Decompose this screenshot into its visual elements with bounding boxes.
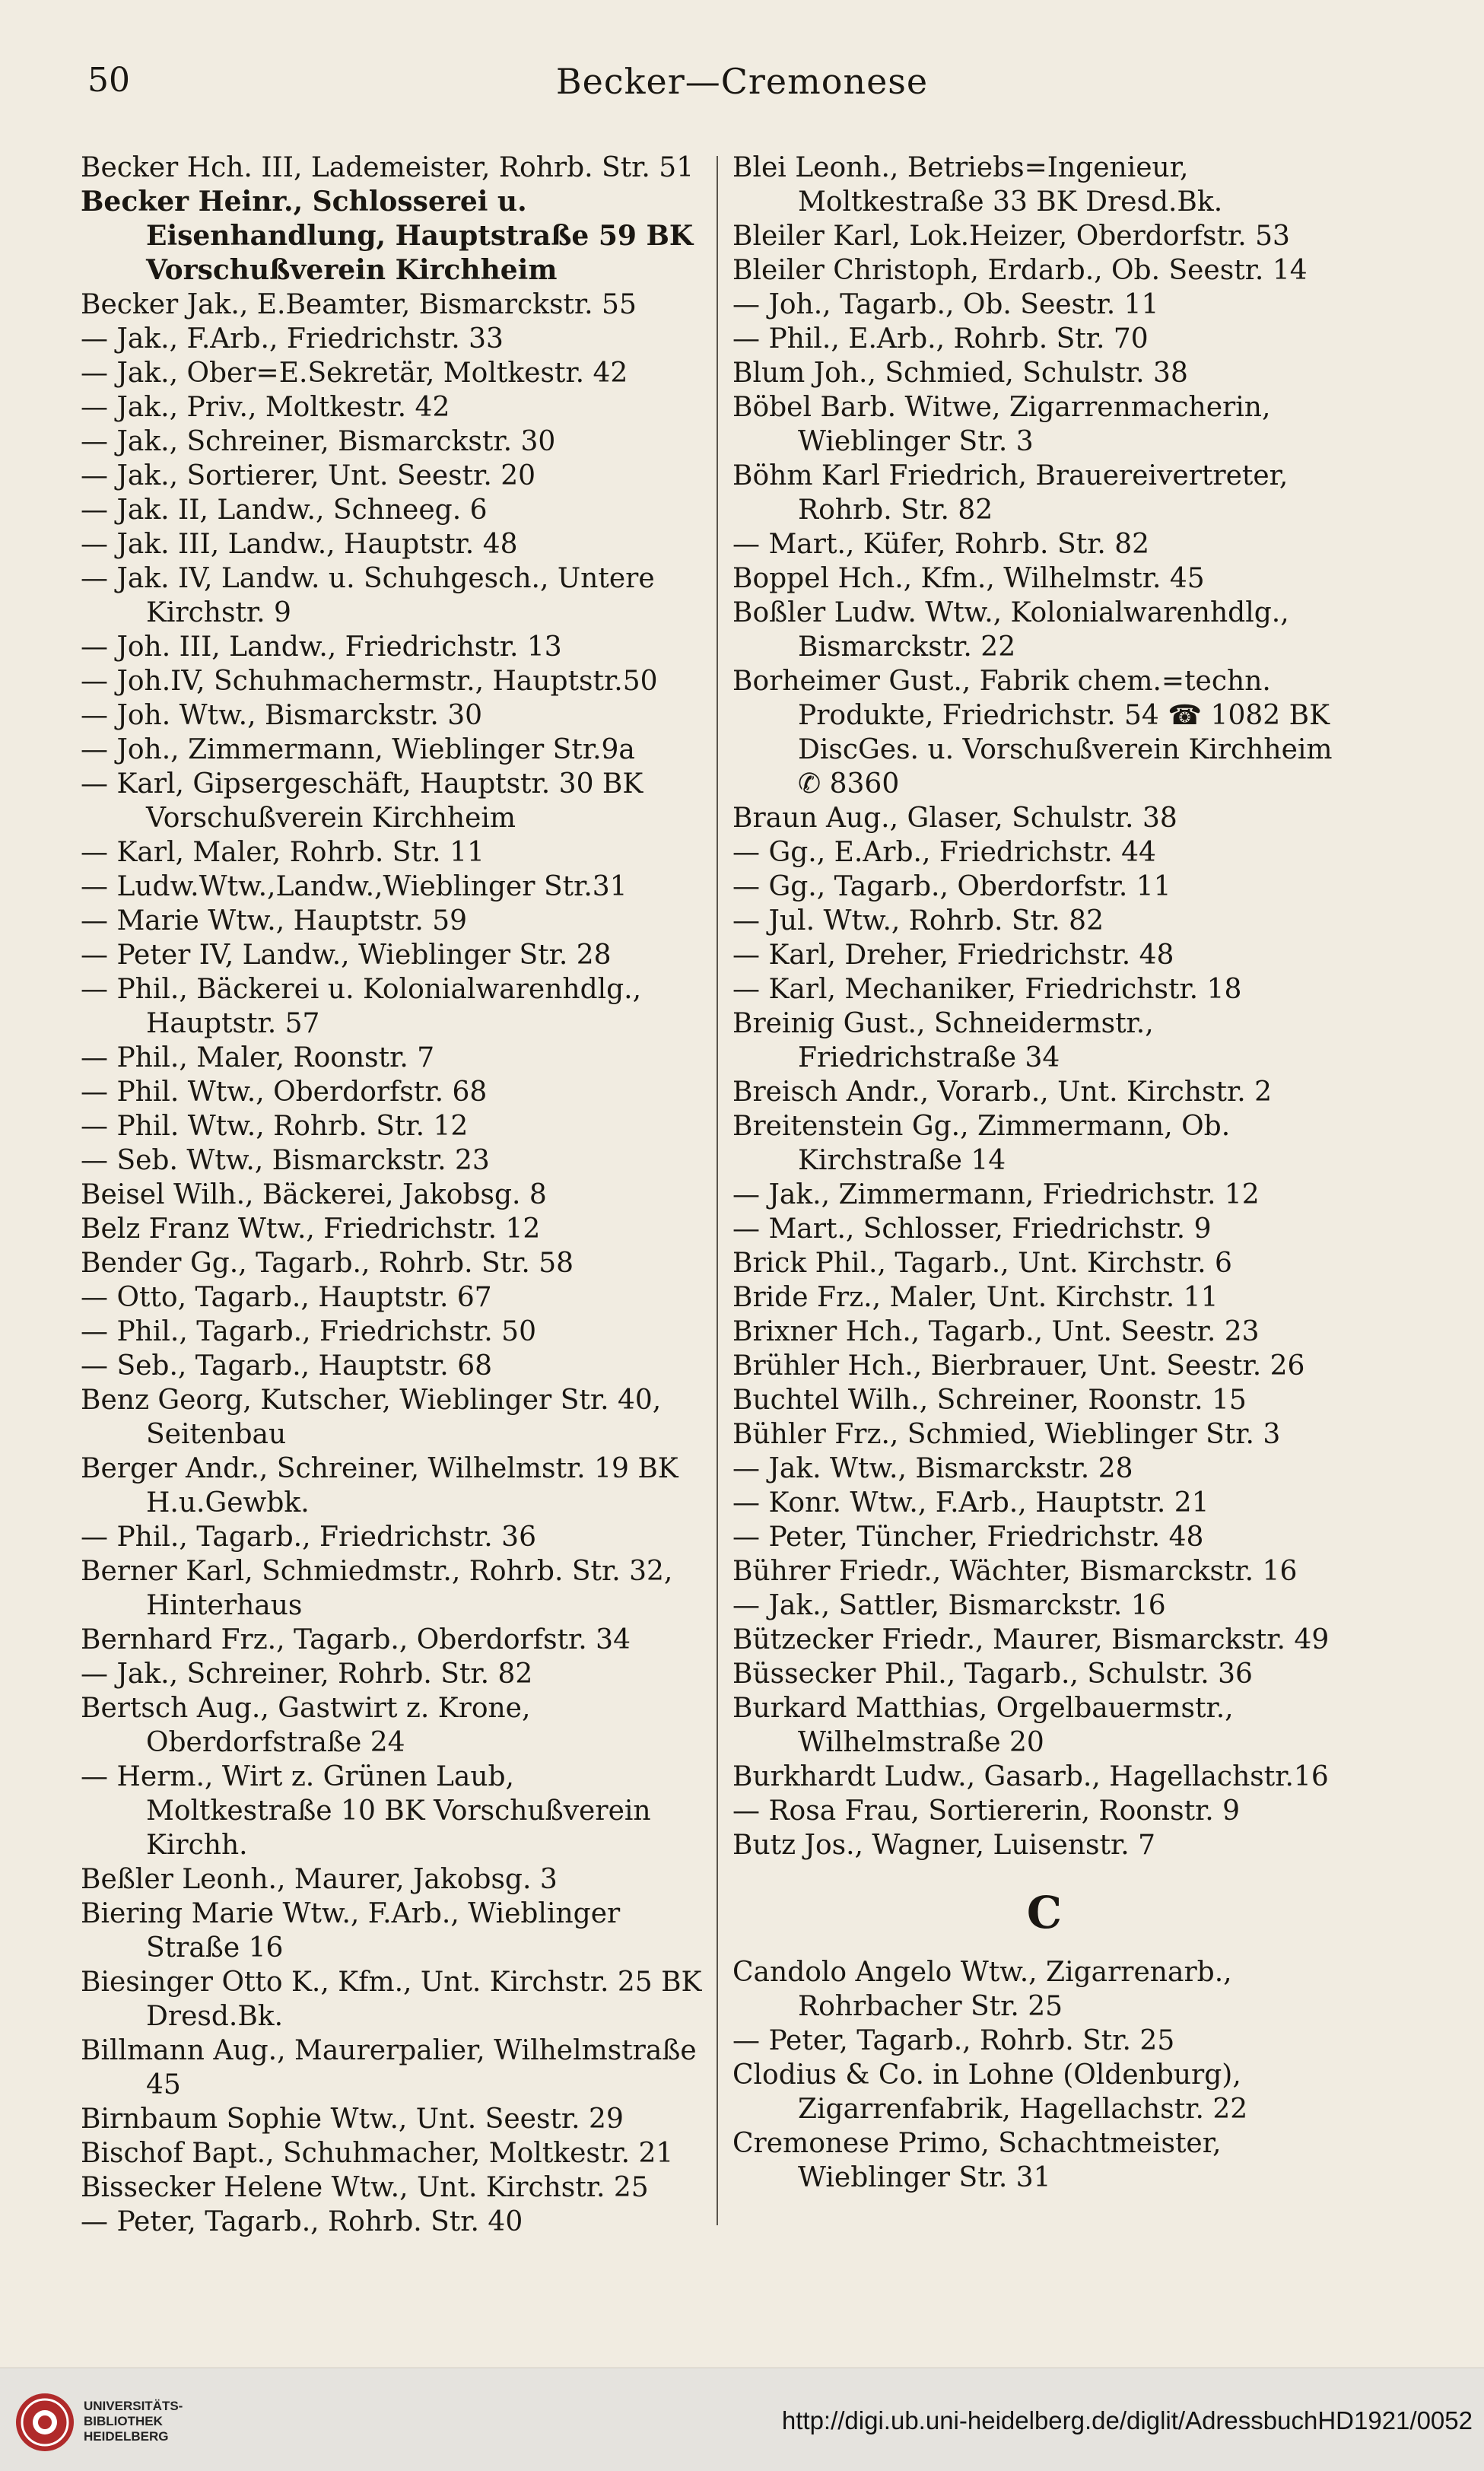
- directory-entry: Boppel Hch., Kfm., Wilhelmstr. 45: [732, 563, 1205, 594]
- directory-entry: Candolo Angelo Wtw., Zigarrenarb., Rohrbacher Str. 25: [732, 1957, 1232, 2022]
- directory-entry: Cremonese Primo, Schachtmeister, Wieblinger Str. 31: [732, 2128, 1222, 2193]
- directory-entry: Becker Jak., E.Beamter, Bismarckstr. 55: [81, 289, 637, 320]
- directory-entry: — Jak., Sortierer, Unt. Seestr. 20: [81, 460, 536, 491]
- directory-entry: — Mart., Schlosser, Friedrichstr. 9: [732, 1213, 1212, 1245]
- directory-entry: — Gg., E.Arb., Friedrichstr. 44: [732, 837, 1156, 868]
- directory-entry: Bleiler Christoph, Erdarb., Ob. Seestr. 14: [732, 255, 1308, 286]
- directory-entry: — Rosa Frau, Sortiererin, Roonstr. 9: [732, 1795, 1241, 1827]
- directory-entry: Berner Karl, Schmiedmstr., Rohrb. Str. 32, Hinterhaus: [81, 1556, 673, 1621]
- directory-entry: Boßler Ludw. Wtw., Kolonialwarenhdlg., Bismarckstr. 22: [732, 597, 1289, 663]
- directory-entry: — Marie Wtw., Hauptstr. 59: [81, 905, 468, 937]
- directory-entry: Brühler Hch., Bierbrauer, Unt. Seestr. 26: [732, 1350, 1305, 1382]
- directory-entry: — Jak., F.Arb., Friedrichstr. 33: [81, 323, 504, 355]
- directory-entry: Belz Franz Wtw., Friedrichstr. 12: [81, 1213, 541, 1245]
- directory-entry: — Jak., Schreiner, Rohrb. Str. 82: [81, 1658, 533, 1690]
- directory-entry: Birnbaum Sophie Wtw., Unt. Seestr. 29: [81, 2104, 624, 2135]
- directory-entry: Buchtel Wilh., Schreiner, Roonstr. 15: [732, 1385, 1247, 1416]
- column-divider: [717, 156, 718, 2225]
- directory-entry: Bleiler Karl, Lok.Heizer, Oberdorfstr. 53: [732, 221, 1290, 252]
- directory-entry: — Jak., Priv., Moltkestr. 42: [81, 392, 450, 423]
- directory-entry: — Peter, Tagarb., Rohrb. Str. 40: [81, 2206, 523, 2237]
- directory-entry: Bender Gg., Tagarb., Rohrb. Str. 58: [81, 1248, 574, 1279]
- directory-entry: Bissecker Helene Wtw., Unt. Kirchstr. 25: [81, 2172, 649, 2203]
- institution-line: HEIDELBERG: [84, 2429, 169, 2444]
- directory-entry: Breisch Andr., Vorarb., Unt. Kirchstr. 2: [732, 1076, 1273, 1108]
- directory-entry: — Jak., Ober=E.Sekretär, Moltkestr. 42: [81, 358, 628, 389]
- directory-entry: Bützecker Friedr., Maurer, Bismarckstr. 49: [732, 1624, 1330, 1655]
- source-url-link[interactable]: http://digi.ub.uni-heidelberg.de/diglit/AdressbuchHD1921/0052: [781, 2406, 1473, 2434]
- directory-entry: Brick Phil., Tagarb., Unt. Kirchstr. 6: [732, 1248, 1232, 1279]
- directory-entry: Clodius & Co. in Lohne (Oldenburg), Zigarrenfabrik, Hagellachstr. 22: [732, 2059, 1248, 2125]
- directory-entry: — Konr. Wtw., F.Arb., Hauptstr. 21: [732, 1487, 1209, 1519]
- directory-entry: Burkhardt Ludw., Gasarb., Hagellachstr.16: [732, 1761, 1329, 1792]
- directory-entry: Beisel Wilh., Bäckerei, Jakobsg. 8: [81, 1179, 547, 1210]
- directory-entry: Borheimer Gust., Fabrik chem.=techn. Produkte, Friedrichstr. 54 ☎ 1082 BK DiscGes. u. Vorschußverein Kirchheim ✆ 8360: [732, 666, 1333, 800]
- directory-entry: Blei Leonh., Betriebs=Ingenieur, Moltkestraße 33 BK Dresd.Bk.: [732, 152, 1223, 218]
- directory-entry: Bührer Friedr., Wächter, Bismarckstr. 16: [732, 1556, 1298, 1587]
- directory-entry: — Jak. III, Landw., Hauptstr. 48: [81, 529, 518, 560]
- right-column: [732, 151, 1356, 2195]
- directory-entry: Brixner Hch., Tagarb., Unt. Seestr. 23: [732, 1316, 1260, 1347]
- directory-entry: — Phil., Tagarb., Friedrichstr. 36: [81, 1522, 536, 1553]
- directory-entry: Butz Jos., Wagner, Luisenstr. 7: [732, 1830, 1155, 1861]
- directory-entry: — Phil., Tagarb., Friedrichstr. 50: [81, 1316, 536, 1347]
- directory-entry: — Jak. Wtw., Bismarckstr. 28: [732, 1453, 1133, 1484]
- directory-entry: Böbel Barb. Witwe, Zigarrenmacherin, Wieblinger Str. 3: [732, 392, 1271, 457]
- directory-entry: — Gg., Tagarb., Oberdorfstr. 11: [732, 871, 1171, 902]
- directory-entry: — Mart., Küfer, Rohrb. Str. 82: [732, 529, 1150, 560]
- directory-entry: — Jak. II, Landw., Schneeg. 6: [81, 495, 488, 526]
- directory-entry: Bertsch Aug., Gastwirt z. Krone, Oberdorfstraße 24: [81, 1693, 531, 1758]
- directory-entry: — Otto, Tagarb., Hauptstr. 67: [81, 1282, 492, 1313]
- directory-entry: — Phil., Maler, Roonstr. 7: [81, 1042, 435, 1073]
- directory-entry: — Jak., Schreiner, Bismarckstr. 30: [81, 426, 556, 457]
- directory-entry: — Ludw.Wtw.,Landw.,Wieblinger Str.31: [81, 871, 628, 902]
- directory-entry: — Seb. Wtw., Bismarckstr. 23: [81, 1145, 490, 1176]
- viewer-footer: [0, 2368, 1484, 2471]
- running-head: Becker—Cremonese: [555, 61, 929, 102]
- directory-entry: Beßler Leonh., Maurer, Jakobsg. 3: [81, 1864, 558, 1895]
- directory-entry: Benz Georg, Kutscher, Wieblinger Str. 40, Seitenbau: [81, 1385, 662, 1450]
- directory-entry: — Joh. III, Landw., Friedrichstr. 13: [81, 631, 562, 663]
- directory-entry: — Jak. IV, Landw. u. Schuhgesch., Untere Kirchstr. 9: [81, 563, 655, 628]
- directory-entry: Biesinger Otto K., Kfm., Unt. Kirchstr. 25 BK Dresd.Bk.: [81, 1967, 702, 2032]
- directory-entry: — Jak., Zimmermann, Friedrichstr. 12: [732, 1179, 1260, 1210]
- directory-entry: — Joh. Wtw., Bismarckstr. 30: [81, 700, 483, 731]
- directory-entry: Bischof Bapt., Schuhmacher, Moltkestr. 21: [81, 2138, 674, 2169]
- directory-entry: Breinig Gust., Schneidermstr., Friedrichstraße 34: [732, 1008, 1154, 1073]
- directory-entry: Biering Marie Wtw., F.Arb., Wieblinger Straße 16: [81, 1898, 621, 1964]
- directory-entry: Böhm Karl Friedrich, Brauereivertreter, Rohrb. Str. 82: [732, 460, 1289, 526]
- directory-entry: Billmann Aug., Maurerpalier, Wilhelmstraße 45: [81, 2035, 697, 2101]
- directory-entry: — Peter, Tagarb., Rohrb. Str. 25: [732, 2025, 1175, 2056]
- directory-entry: Bühler Frz., Schmied, Wieblinger Str. 3: [732, 1419, 1281, 1450]
- institution-line: UNIVERSITÄTS-: [84, 2399, 183, 2413]
- institution-line: BIBLIOTHEK: [84, 2414, 163, 2428]
- directory-entry: — Karl, Dreher, Friedrichstr. 48: [732, 940, 1174, 971]
- page-header: [0, 38, 1484, 102]
- institution-name: [84, 2399, 183, 2444]
- directory-entry: Bernhard Frz., Tagarb., Oberdorfstr. 34: [81, 1624, 631, 1655]
- directory-entry: — Seb., Tagarb., Hauptstr. 68: [81, 1350, 493, 1382]
- right-column-b-entries: [732, 151, 1356, 1862]
- section-letter-heading: C: [1026, 1887, 1063, 1938]
- page-number: 50: [87, 61, 130, 100]
- right-column-c-entries: [732, 1955, 1356, 2195]
- directory-entry: — Karl, Mechaniker, Friedrichstr. 18: [732, 974, 1242, 1005]
- directory-entry: Berger Andr., Schreiner, Wilhelmstr. 19 BK H.u.Gewbk.: [81, 1453, 678, 1519]
- directory-entry: Bride Frz., Maler, Unt. Kirchstr. 11: [732, 1282, 1219, 1313]
- directory-entry: — Peter IV, Landw., Wieblinger Str. 28: [81, 940, 612, 971]
- directory-entry: — Jak., Sattler, Bismarckstr. 16: [732, 1590, 1166, 1621]
- directory-entry: Büssecker Phil., Tagarb., Schulstr. 36: [732, 1658, 1253, 1690]
- directory-entry: — Jul. Wtw., Rohrb. Str. 82: [732, 905, 1104, 937]
- directory-entry: — Joh., Zimmermann, Wieblinger Str.9a: [81, 734, 635, 765]
- directory-entry: Braun Aug., Glaser, Schulstr. 38: [732, 803, 1177, 834]
- directory-entry: Blum Joh., Schmied, Schulstr. 38: [732, 358, 1188, 389]
- directory-entry: Burkard Matthias, Orgelbauermstr., Wilhelmstraße 20: [732, 1693, 1234, 1758]
- directory-entry: Becker Heinr., Schlosserei u. Eisenhandlung, Hauptstraße 59 BK Vorschußverein Kirchheim: [81, 186, 694, 286]
- left-column: [81, 151, 704, 2239]
- directory-entry: — Joh., Tagarb., Ob. Seestr. 11: [732, 289, 1159, 320]
- directory-entry: — Karl, Gipsergeschäft, Hauptstr. 30 BK Vorschußverein Kirchheim: [81, 768, 643, 834]
- directory-entry: — Herm., Wirt z. Grünen Laub, Moltkestraße 10 BK Vorschußverein Kirchh.: [81, 1761, 651, 1861]
- directory-entry: — Phil. Wtw., Rohrb. Str. 12: [81, 1111, 469, 1142]
- directory-entry: — Joh.IV, Schuhmachermstr., Hauptstr.50: [81, 666, 658, 697]
- directory-entry: — Peter, Tüncher, Friedrichstr. 48: [732, 1522, 1204, 1553]
- directory-entry: — Karl, Maler, Rohrb. Str. 11: [81, 837, 485, 868]
- university-seal-icon: [14, 2391, 76, 2454]
- directory-entry: — Phil., Bäckerei u. Kolonialwarenhdlg., Hauptstr. 57: [81, 974, 642, 1039]
- directory-entry: — Phil. Wtw., Oberdorfstr. 68: [81, 1076, 488, 1108]
- directory-entry: Becker Hch. III, Lademeister, Rohrb. Str. 51: [81, 152, 694, 183]
- directory-entry: — Phil., E.Arb., Rohrb. Str. 70: [732, 323, 1149, 355]
- directory-entry: Breitenstein Gg., Zimmermann, Ob. Kirchstraße 14: [732, 1111, 1231, 1176]
